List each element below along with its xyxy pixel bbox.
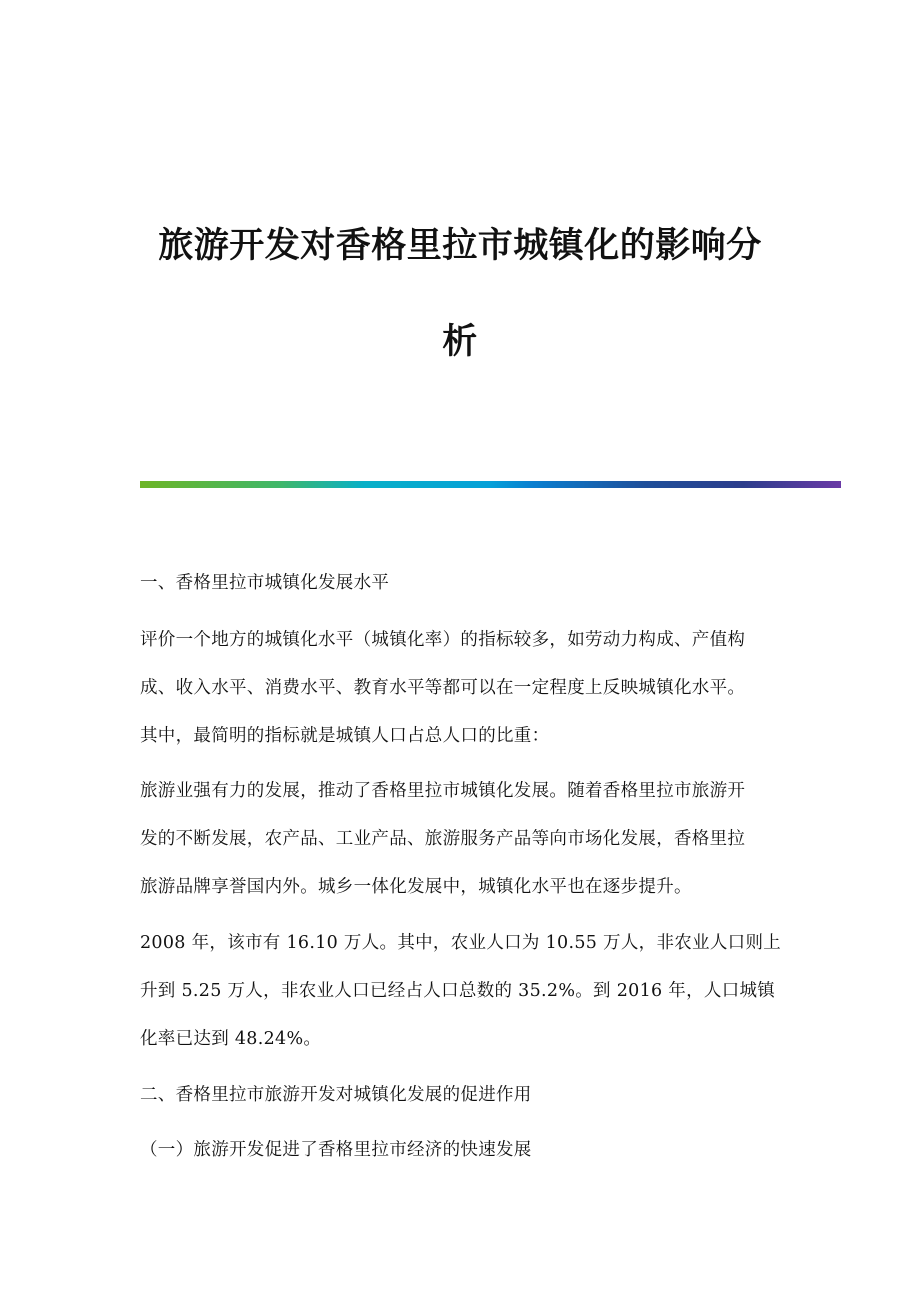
paragraph-2-line: 发的不断发展，农产品、工业产品、旅游服务产品等向市场化发展，香格里拉: [140, 829, 746, 849]
paragraph-1-line: 其中，最简明的指标就是城镇人口占总人口的比重：: [140, 726, 550, 746]
paragraph-3-line: 化率已达到 48.24%。: [140, 1029, 322, 1049]
paragraph-2-line: 旅游品牌享誉国内外。城乡一体化发展中，城镇化水平也在逐步提升。: [140, 877, 692, 897]
paragraph-1-line: 成、收入水平、消费水平、教育水平等都可以在一定程度上反映城镇化水平。: [140, 678, 746, 698]
gradient-divider: [140, 481, 841, 488]
document-title-line-2: 析: [442, 321, 478, 362]
section-heading-2: 二、香格里拉市旅游开发对城镇化发展的促进作用: [140, 1085, 532, 1105]
paragraph-2-line: 旅游业强有力的发展，推动了香格里拉市城镇化发展。随着香格里拉市旅游开: [140, 781, 746, 801]
paragraph-3-line: 升到 5.25 万人，非农业人口已经占人口总数的 35.2%。到 2016 年，人口城镇: [140, 981, 776, 1001]
section-heading-1: 一、香格里拉市城镇化发展水平: [140, 573, 390, 593]
document-title-line-1: 旅游开发对香格里拉市城镇化的影响分: [158, 225, 762, 266]
paragraph-3-line: 2008 年，该市有 16.10 万人。其中，农业人口为 10.55 万人，非农业人口则上: [140, 933, 782, 953]
subsection-heading-1: （一）旅游开发促进了香格里拉市经济的快速发展: [140, 1140, 532, 1160]
paragraph-1-line: 评价一个地方的城镇化水平（城镇化率）的指标较多，如劳动力构成、产值构: [140, 630, 746, 650]
